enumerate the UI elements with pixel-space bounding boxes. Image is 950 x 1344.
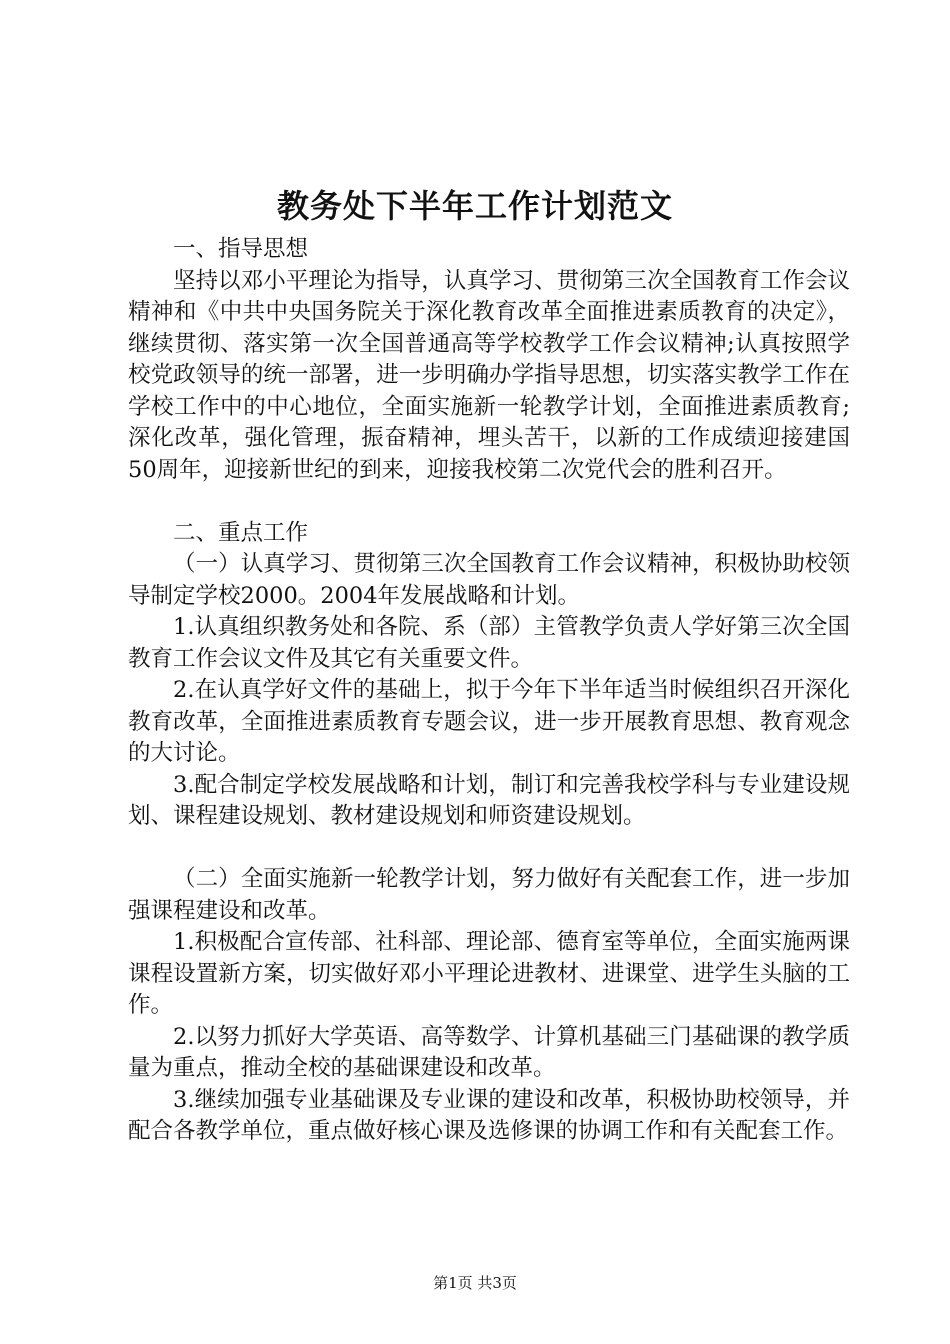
document-body [128, 234, 850, 1148]
list-item: 3.继续加强专业基础课及专业课的建设和改革，积极协助校领导，并配合各教学单位，重点做好核心课及选修课的协调工作和有关配套工作。 [128, 1086, 850, 1144]
list-item: 1.认真组织教务处和各院、系（部）主管教学负责人学好第三次全国教育工作会议文件及其它有关重要文件。 [128, 614, 850, 672]
subsection-heading-2: （二）全面实施新一轮教学计划，努力做好有关配套工作，进一步加强课程建设和改革。 [128, 866, 850, 924]
subsection-heading-1: （一）认真学习、贯彻第三次全国教育工作会议精神，积极协助校领导制定学校2000。2004年发展战略和计划。 [128, 551, 850, 609]
list-item: 2.在认真学好文件的基础上，拟于今年下半年适当时候组织召开深化教育改革，全面推进素质教育专题会议，进一步开展教育思想、教育观念的大讨论。 [128, 677, 850, 766]
section-heading-key-work: 二、重点工作 [173, 519, 309, 546]
document-title: 教务处下半年工作计划范文 [276, 187, 673, 225]
list-item: 3.配合制定学校发展战略和计划，制订和完善我校学科与专业建设规划、课程建设规划、教材建设规划和师资建设规划。 [128, 771, 850, 829]
list-item: 2.以努力抓好大学英语、高等数学、计算机基础三门基础课的教学质量为重点，推动全校的基础课建设和改革。 [128, 1023, 850, 1081]
list-item: 1.积极配合宣传部、社科部、理论部、德育室等单位，全面实施两课课程设置新方案，切实做好邓小平理论进教材、进课堂、进学生头脑的工作。 [128, 929, 850, 1018]
paragraph-guiding-ideology: 坚持以邓小平理论为指导，认真学习、贯彻第三次全国教育工作会议精神和《中共中央国务院关于深化教育改革全面推进素质教育的决定》，继续贯彻、落实第一次全国普通高等学校教学工作会议精神;认真按照学校党政领导的统一部署，进一步明确办学指导思想，切实落实教学工作在学校工作中的中心地位，全面实施新一轮教学计划，全面推进素质教育;深化改革，强化管理，振奋精神，埋头苦干，以新的工作成绩迎接建国50周年，迎接新世纪的到来，迎接我校第二次党代会的胜利召开。 [128, 267, 850, 483]
section-heading-guiding-ideology: 一、指导思想 [173, 236, 309, 262]
page-footer: 第1页 共3页 [433, 1274, 517, 1292]
